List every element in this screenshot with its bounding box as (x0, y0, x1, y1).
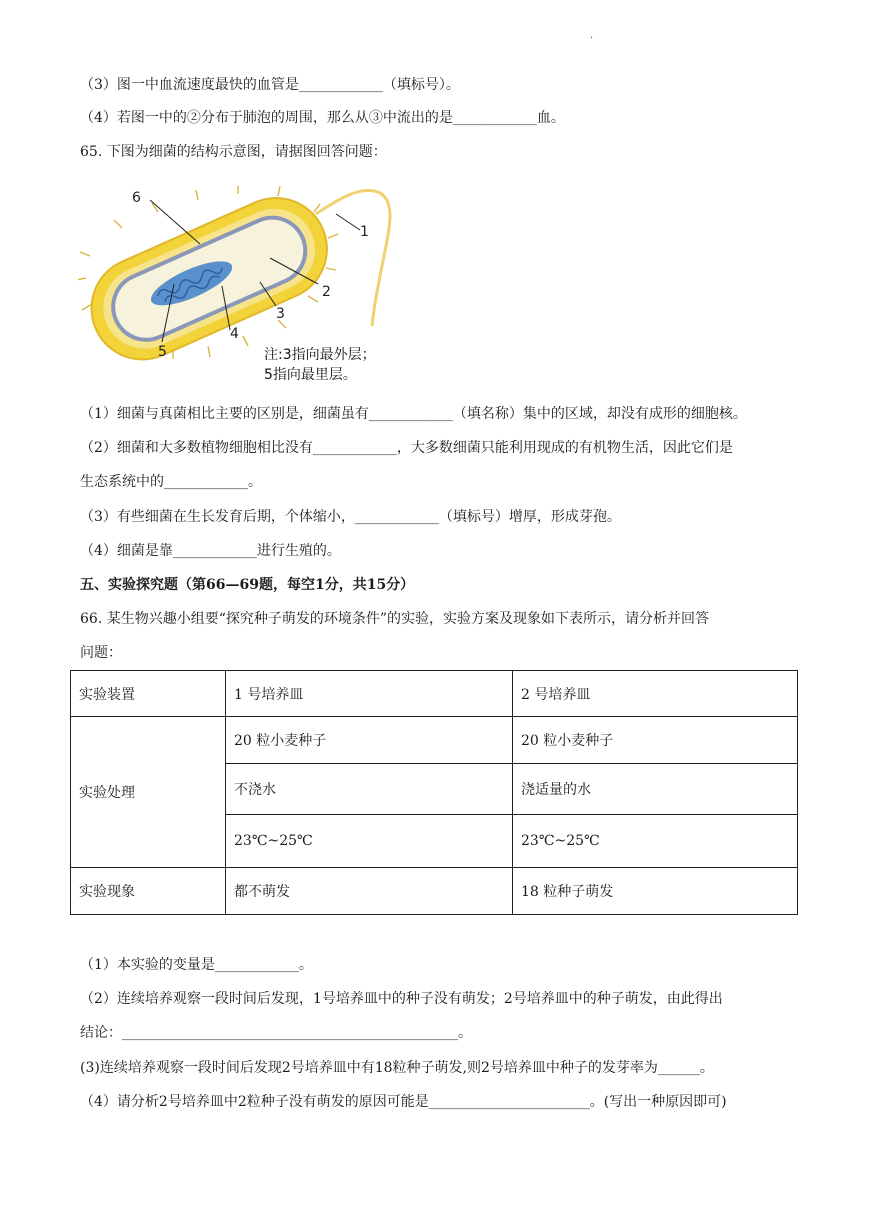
q66-2b-text: 结论：________________________________________________。 (80, 1025, 472, 1041)
table-cell: 23℃~25℃ (226, 815, 513, 868)
q65-1-text: （1）细菌与真菌相比主要的区别是，细菌虽有____________（填名称）集中的区域，却没有成形的细胞核。 (80, 406, 747, 422)
q66-3-text: (3)连续培养观察一段时间后发现2号培养皿中有18粒种子萌发,则2号培养皿中种子的发芽率为______。 (80, 1060, 714, 1076)
q66-1-text: （1）本实验的变量是____________。 (80, 957, 313, 973)
table-cell: 不浇水 (226, 764, 513, 815)
label-5: 5 (158, 344, 167, 360)
q66-4-text: （4）请分析2号培养皿中2粒种子没有萌发的原因可能是_______________________。(写出一种原因即可) (80, 1094, 727, 1110)
q66-2a-text: （2）连续培养观察一段时间后发现，1号培养皿中的种子没有萌发；2号培养皿中的种子萌发，由此得出 (80, 991, 723, 1007)
label-1: 1 (360, 224, 369, 240)
table-cell: 2 号培养皿 (513, 671, 798, 717)
q66-text-b: 问题： (80, 645, 122, 661)
label-4: 4 (230, 326, 239, 342)
section-5-heading: 五、实验探究题（第66—69题，每空1分，共15分） (80, 577, 415, 593)
table-cell: 1 号培养皿 (226, 671, 513, 717)
q65-title: 65. 下图为细菌的结构示意图，请据图回答问题： (80, 144, 387, 160)
table-row (71, 717, 798, 764)
table-row (71, 671, 798, 717)
label-2: 2 (322, 284, 331, 300)
q65-2b-text: 生态系统中的____________。 (80, 474, 262, 490)
diagram-note-2: 5指向最里层。 (264, 367, 357, 383)
table-cell: 23℃~25℃ (513, 815, 798, 868)
table-row (71, 868, 798, 915)
q65-3-text: （3）有些细菌在生长发育后期，个体缩小，____________（填标号）增厚，形成芽孢。 (80, 509, 621, 525)
table-cell: 20 粒小麦种子 (513, 717, 798, 764)
q64-3-text: （3）图一中血流速度最快的血管是____________（填标号）。 (80, 77, 460, 93)
label-6: 6 (132, 190, 141, 206)
table-cell: 实验装置 (71, 671, 226, 717)
experiment-table (70, 670, 798, 915)
table-cell: 20 粒小麦种子 (226, 717, 513, 764)
table-cell: 浇适量的水 (513, 764, 798, 815)
table-cell: 实验现象 (71, 868, 226, 915)
q64-4-text: （4）若图一中的②分布于肺泡的周围，那么从③中流出的是____________血。 (80, 110, 565, 126)
header-mark: . (590, 30, 594, 41)
bacteria-diagram (78, 186, 408, 386)
q65-4-text: （4）细菌是靠____________进行生殖的。 (80, 543, 341, 559)
table-cell: 都不萌发 (226, 868, 513, 915)
label-3: 3 (276, 306, 285, 322)
q65-2a-text: （2）细菌和大多数植物细胞相比没有____________，大多数细菌只能利用现成的有机物生活，因此它们是 (80, 440, 733, 456)
q66-text-a: 66. 某生物兴趣小组要“探究种子萌发的环境条件”的实验，实验方案及现象如下表所示，请分析并回答 (80, 611, 710, 627)
diagram-note-1: 注:3指向最外层； (264, 347, 376, 363)
table-cell: 实验处理 (71, 717, 226, 868)
table-cell: 18 粒种子萌发 (513, 868, 798, 915)
